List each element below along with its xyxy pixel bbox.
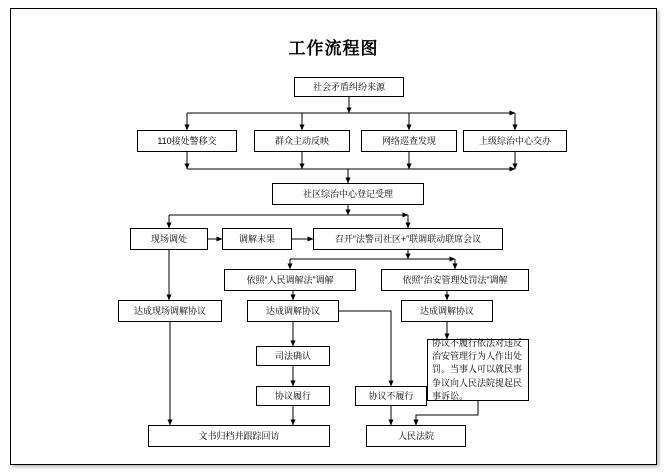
node-penalty-note — [427, 339, 529, 401]
node-label: 依照“人民调解法”调解 — [246, 274, 334, 285]
node-agreement-people — [247, 300, 339, 322]
node-public-report — [254, 130, 350, 152]
node-label: 协议不履行 — [368, 390, 414, 401]
node-people-mediation-law — [224, 269, 356, 291]
node-label: 群众主动反映 — [274, 135, 329, 146]
node-label: 110接处警移交 — [157, 135, 217, 146]
node-label: 社区综治中心登记受理 — [302, 188, 393, 199]
node-label: 达成调解协议 — [265, 305, 320, 316]
node-joint-meeting — [313, 228, 503, 250]
node-judicial-confirmation — [256, 346, 330, 366]
node-agreement-public — [401, 300, 493, 322]
node-label: 依照“治安管理处罚法”调解 — [402, 274, 508, 285]
node-label: 网络巡查发现 — [381, 135, 436, 146]
node-label: 达成现场调解协议 — [133, 305, 206, 316]
node-label: 召开“法警司社区+”联调联动联席会议 — [334, 233, 482, 244]
node-label: 调解未果 — [238, 233, 275, 244]
node-label: 协议不履行依法对违反治安管理行为人作出处罚。当事人可以就民事争议向人民法院提起民事诉讼。 — [432, 338, 523, 401]
node-onsite-mediation — [130, 228, 208, 250]
node-label: 文书归档并跟踪回访 — [198, 430, 280, 441]
node-police-transfer — [137, 130, 237, 152]
node-source — [294, 77, 404, 97]
node-agreement-not-performed — [355, 386, 427, 406]
node-label: 上级综治中心交办 — [478, 135, 551, 146]
node-onsite-agreement — [118, 300, 222, 322]
node-label: 人民法院 — [397, 430, 434, 441]
node-community-center-registration — [272, 183, 424, 205]
node-label: 达成调解协议 — [419, 305, 474, 316]
node-label: 社会矛盾纠纷来源 — [312, 81, 385, 92]
node-mediation-failed — [222, 228, 292, 250]
diagram-canvas — [10, 8, 657, 465]
node-label: 协议履行 — [274, 390, 311, 401]
node-label: 司法确认 — [274, 350, 311, 361]
node-grid-patrol — [361, 130, 457, 152]
page-title: 工作流程图 — [288, 39, 379, 58]
node-agreement-performed — [256, 386, 330, 406]
node-superior-assignment — [463, 130, 567, 152]
node-peoples-court — [366, 425, 466, 447]
node-label: 现场调处 — [150, 233, 187, 244]
node-public-security-law — [381, 269, 529, 291]
node-archive-followup — [148, 425, 330, 447]
